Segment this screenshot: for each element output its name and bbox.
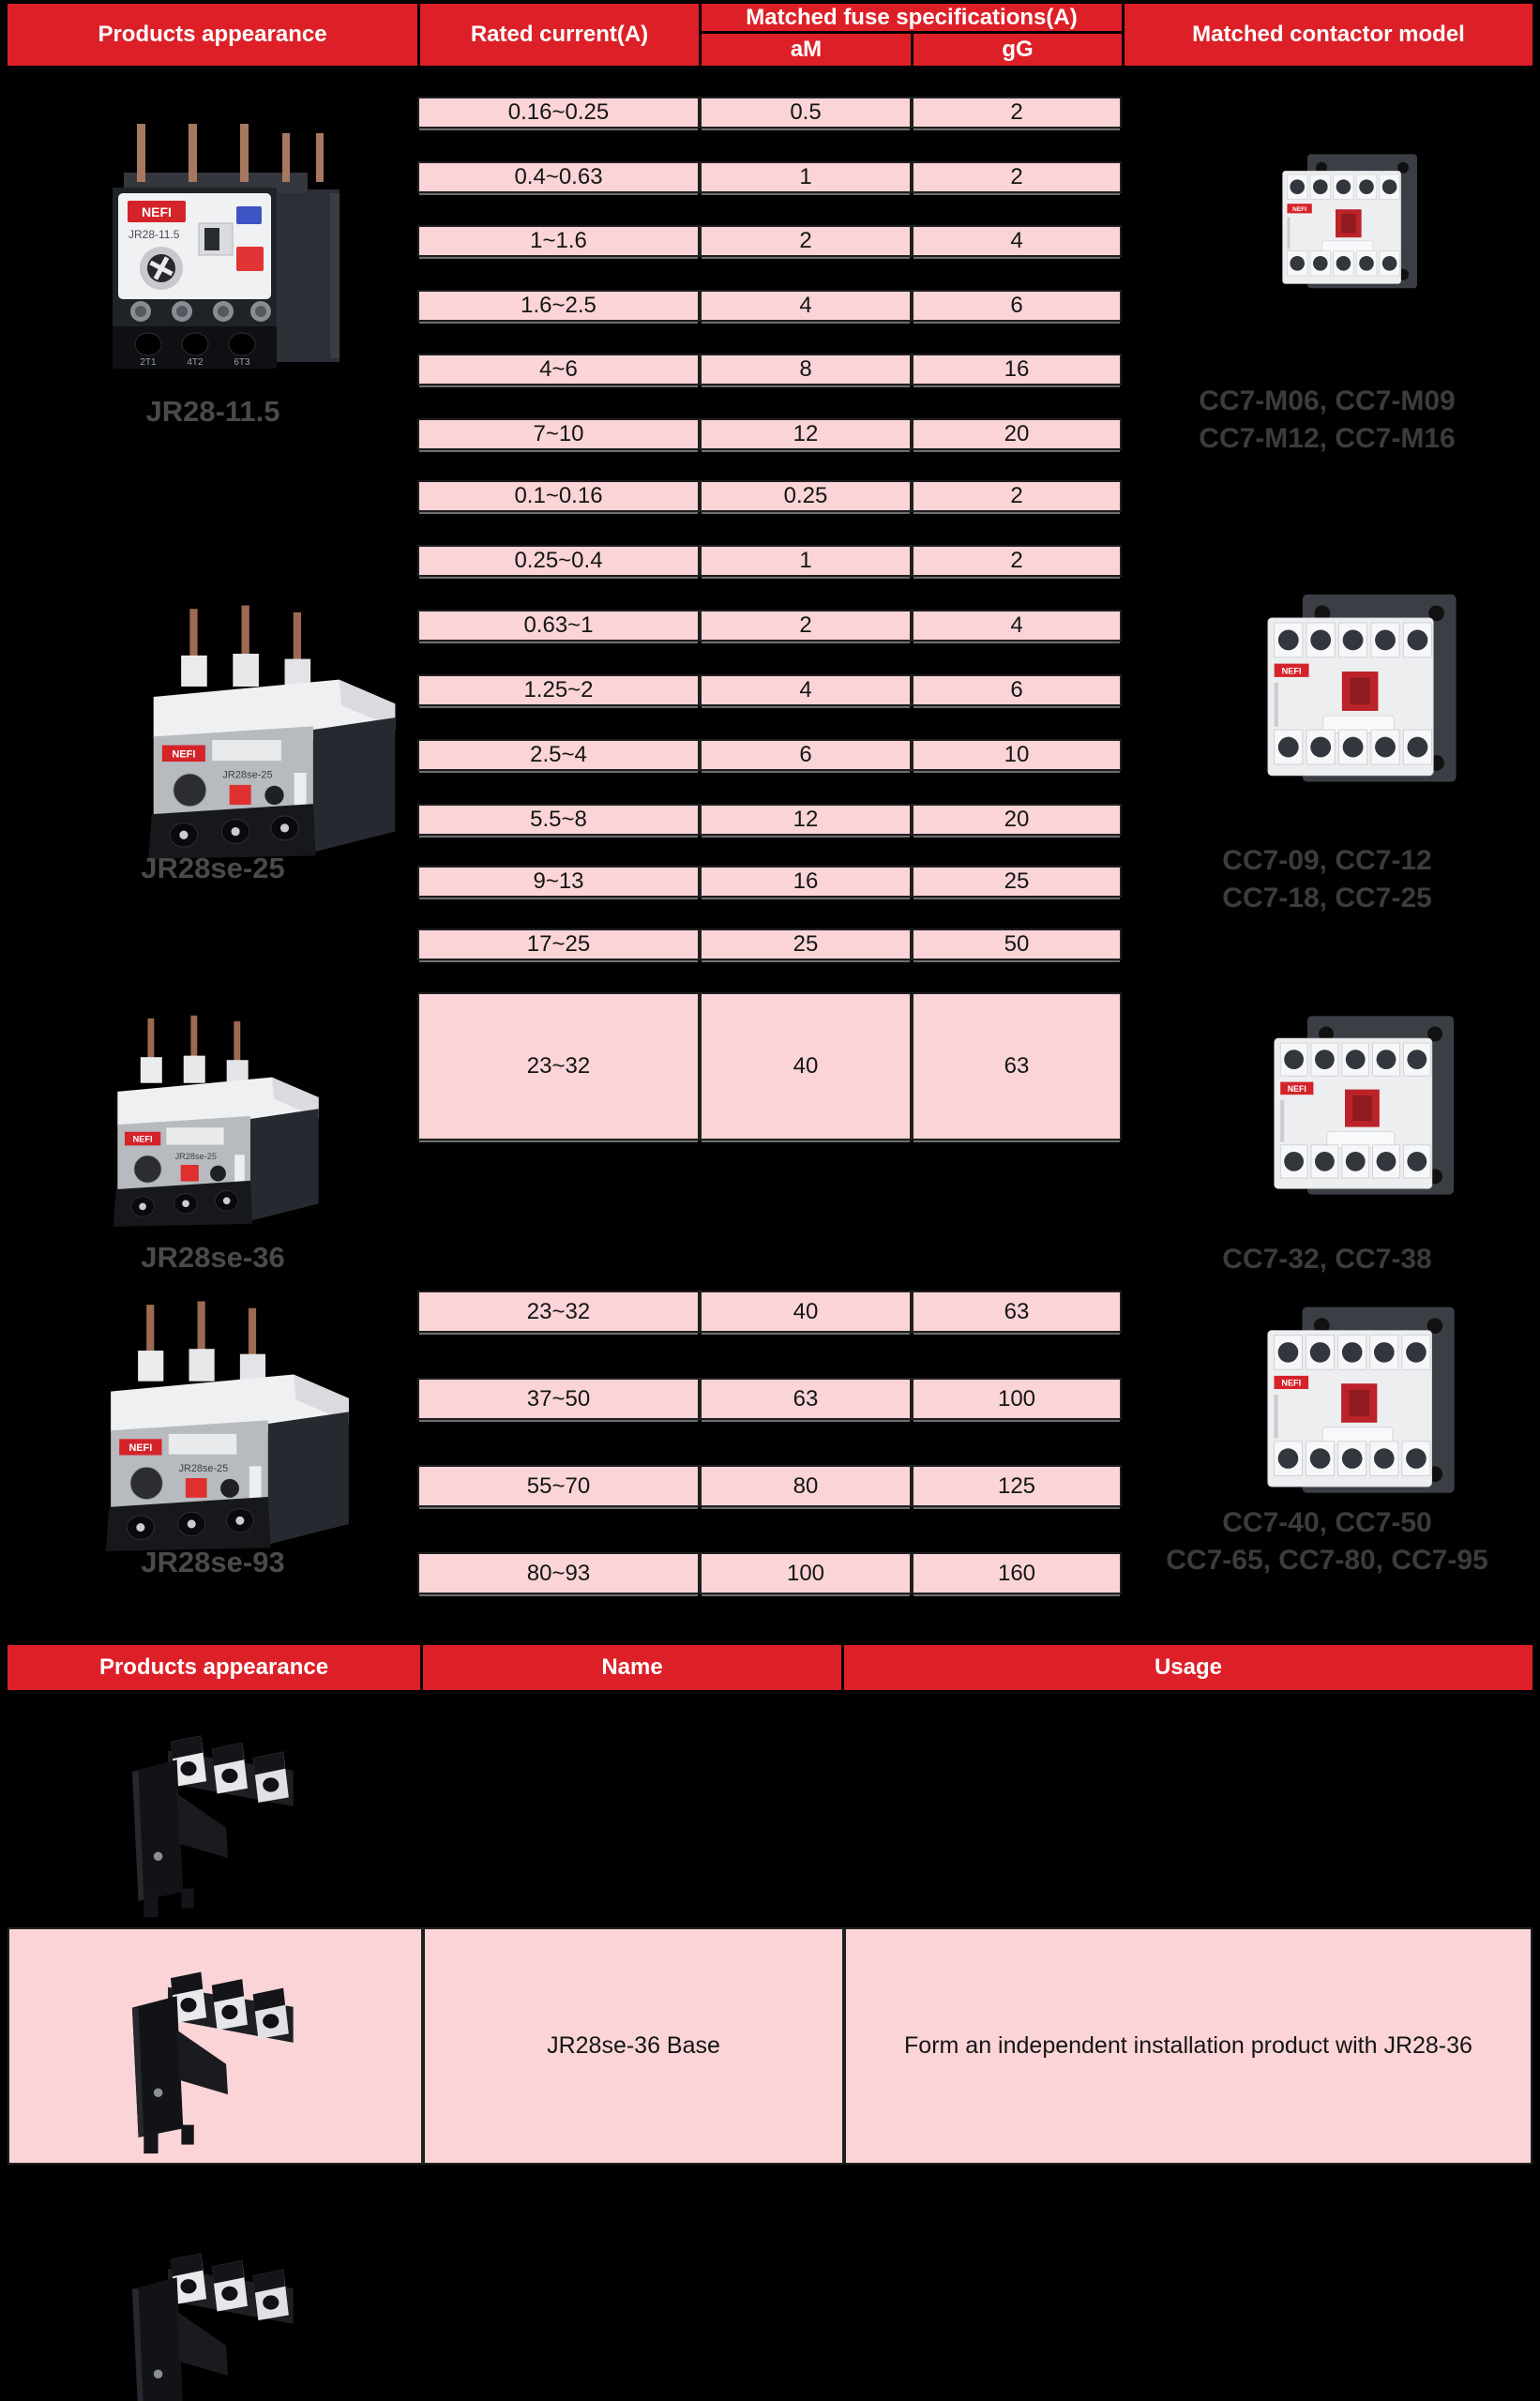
table-cell-current: 9~13 <box>417 866 700 898</box>
contactor-model-label <box>1130 383 1524 458</box>
t2-header-usage: Usage <box>844 1645 1532 1690</box>
table-cell-am: 8 <box>700 354 912 385</box>
contactor-model-line: CC7-32, CC7-38 <box>1222 1244 1432 1275</box>
t2-header-name: Name <box>423 1645 841 1690</box>
table-cell-am: 80 <box>700 1465 912 1507</box>
table-cell-gg: 2 <box>912 161 1122 193</box>
t2-cell-name: JR28se-36 Base <box>423 1927 844 2165</box>
t1-header-gg: gG <box>913 34 1122 66</box>
table-cell-am: 2 <box>700 610 912 642</box>
table-cell-gg: 6 <box>912 290 1122 322</box>
t1-header-am: aM <box>702 34 911 66</box>
table-cell-am: 1 <box>700 545 912 577</box>
table-cell-gg: 20 <box>912 804 1122 836</box>
table-cell-current: 7~10 <box>417 418 700 450</box>
table-cell-gg: 2 <box>912 480 1122 512</box>
table-cell-am: 6 <box>700 739 912 771</box>
table-cell-gg: 63 <box>912 992 1122 1140</box>
table-cell-am: 100 <box>700 1552 912 1594</box>
table-cell-current: 0.16~0.25 <box>417 97 700 128</box>
table-cell-am: 0.5 <box>700 97 912 128</box>
table-cell-gg: 25 <box>912 866 1122 898</box>
t1-header-contactor-model: Matched contactor model <box>1125 4 1532 66</box>
table-cell-current: 23~32 <box>417 992 700 1140</box>
terminal-label: 4T2 <box>187 357 204 368</box>
t2-cell-usage: Form an independent installation product with JR28-36 <box>844 1927 1532 2165</box>
table-cell-gg: 125 <box>912 1465 1122 1507</box>
t1-header-fuse-spec: Matched fuse specifications(A) <box>702 4 1122 31</box>
relay-model-label-jr28se-25: JR28se-25 <box>141 852 285 884</box>
table-cell-gg: 20 <box>912 418 1122 450</box>
t1-header-products-appearance: Products appearance <box>8 4 417 66</box>
table-cell-current: 1~1.6 <box>417 225 700 257</box>
table-cell-current: 0.1~0.16 <box>417 480 700 512</box>
table-cell-current: 5.5~8 <box>417 804 700 836</box>
contactor-model-label <box>1130 842 1524 917</box>
table-cell-current: 0.25~0.4 <box>417 545 700 577</box>
contactor-model-label <box>1130 1241 1524 1278</box>
table-cell-gg: 2 <box>912 545 1122 577</box>
table-cell-am: 16 <box>700 866 912 898</box>
table-cell-gg: 63 <box>912 1291 1122 1333</box>
contactor-model-line: CC7-18, CC7-25 <box>1222 883 1432 914</box>
contactor-model-line: CC7-40, CC7-50 <box>1222 1507 1432 1538</box>
table-cell-am: 40 <box>700 1291 912 1333</box>
table-cell-current: 1.25~2 <box>417 674 700 706</box>
table-cell-gg: 2 <box>912 97 1122 128</box>
base-image-bottom <box>92 2240 325 2401</box>
table-cell-current: 23~32 <box>417 1291 700 1333</box>
t2-header-products-appearance: Products appearance <box>8 1645 420 1690</box>
table-cell-am: 4 <box>700 290 912 322</box>
table-cell-gg: 100 <box>912 1378 1122 1420</box>
product-image-jr28-11-5 <box>94 118 375 385</box>
table-cell-am: 1 <box>700 161 912 193</box>
relay-model-label-jr28se-93: JR28se-93 <box>141 1546 285 1578</box>
table-cell-current: 17~25 <box>417 929 700 960</box>
contactor-model-line: CC7-09, CC7-12 <box>1222 845 1432 876</box>
contactor-image-cc7-m <box>1268 146 1437 304</box>
table-cell-am: 40 <box>700 992 912 1140</box>
relay-model-label-jr28se-36: JR28se-36 <box>141 1241 285 1274</box>
terminal-label: 6T3 <box>234 357 250 368</box>
table-cell-gg: 6 <box>912 674 1122 706</box>
table-cell-gg: 160 <box>912 1552 1122 1594</box>
table-cell-current: 1.6~2.5 <box>417 290 700 322</box>
table-cell-am: 25 <box>700 929 912 960</box>
contactor-model-line: CC7-M12, CC7-M16 <box>1199 423 1456 454</box>
table-cell-gg: 4 <box>912 225 1122 257</box>
t1-header-rated-current: Rated current(A) <box>420 4 699 66</box>
table-cell-current: 4~6 <box>417 354 700 385</box>
table-cell-gg: 50 <box>912 929 1122 960</box>
contactor-image-cc7-32-38 <box>1255 1005 1480 1216</box>
table-cell-am: 12 <box>700 804 912 836</box>
table-cell-gg: 16 <box>912 354 1122 385</box>
table-cell-current: 0.63~1 <box>417 610 700 642</box>
table-cell-current: 55~70 <box>417 1465 700 1507</box>
table-cell-current: 80~93 <box>417 1552 700 1594</box>
table-cell-current: 2.5~4 <box>417 739 700 771</box>
contactor-model-line: CC7-M06, CC7-M09 <box>1199 385 1456 416</box>
table-cell-gg: 4 <box>912 610 1122 642</box>
table-cell-am: 63 <box>700 1378 912 1420</box>
base-image-top <box>92 1722 325 1924</box>
table-cell-current: 37~50 <box>417 1378 700 1420</box>
contactor-model-label <box>1121 1504 1533 1579</box>
contactor-model-line: CC7-65, CC7-80, CC7-95 <box>1166 1545 1488 1576</box>
contactor-image-cc7-40-95 <box>1247 1296 1482 1515</box>
table-cell-gg: 10 <box>912 739 1122 771</box>
table-cell-am: 12 <box>700 418 912 450</box>
contactor-image-cc7-09-25 <box>1247 583 1484 804</box>
table-cell-am: 2 <box>700 225 912 257</box>
table-cell-am: 0.25 <box>700 480 912 512</box>
base-image-middle <box>92 1958 325 2160</box>
relay-model-text: JR28-11.5 <box>128 228 180 241</box>
table-cell-current: 0.4~0.63 <box>417 161 700 193</box>
product-image-jr28se-25 <box>136 600 413 859</box>
product-image-jr28se-36 <box>103 1011 333 1227</box>
relay-model-label-jr28-11-5: JR28-11.5 <box>145 395 280 428</box>
table-cell-am: 4 <box>700 674 912 706</box>
brand-logo-text: NEFI <box>142 204 172 219</box>
terminal-label: 2T1 <box>140 357 157 368</box>
product-image-jr28se-93 <box>94 1296 366 1551</box>
